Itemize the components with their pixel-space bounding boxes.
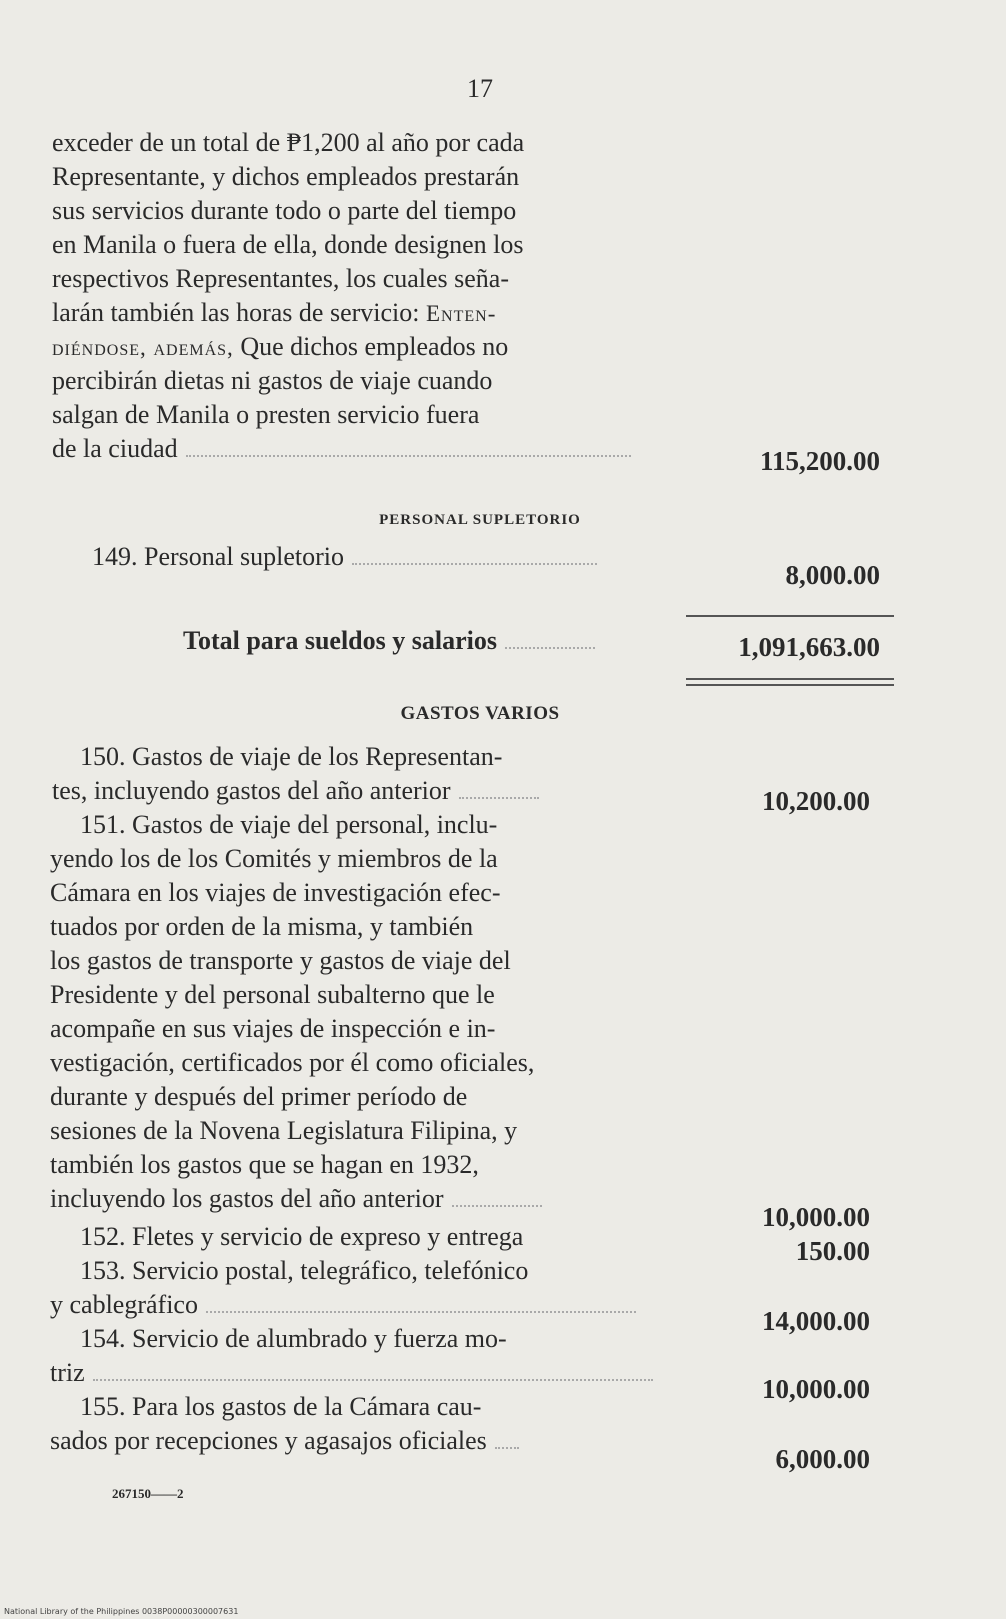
printer-code: 267150——2 xyxy=(112,1486,184,1501)
paragraph-line: Presidente y del personal subalterno que le xyxy=(50,980,495,1009)
paragraph-text: de la ciudad xyxy=(52,434,178,463)
item-text: triz xyxy=(50,1358,85,1387)
paragraph-line: en Manila o fuera de ella, donde designen los xyxy=(52,230,524,259)
paragraph-line: exceder de un total de ₱1,200 al año por cada xyxy=(52,128,525,157)
line-item xyxy=(92,542,597,572)
paragraph-line: 154. Servicio de alumbrado y fuerza mo- xyxy=(80,1324,507,1353)
amount-value: 6,000.00 xyxy=(775,1444,870,1474)
paragraph-line: respectivos Representantes, los cuales seña- xyxy=(52,264,510,293)
page-number: 17 xyxy=(467,74,493,103)
amount-value: 115,200.00 xyxy=(759,446,880,476)
paragraph-line: vestigación, certificados por él como oficiales, xyxy=(50,1048,535,1077)
total-line xyxy=(183,626,595,656)
paragraph-text: Que dichos empleados no xyxy=(233,332,509,361)
paragraph-line: sesiones de la Novena Legislatura Filipina, y xyxy=(50,1116,518,1145)
paragraph-line: tuados por orden de la misma, y también xyxy=(50,912,474,941)
paragraph-line: los gastos de transporte y gastos de viaje del xyxy=(50,946,511,975)
paragraph-line: 153. Servicio postal, telegráfico, telefónico xyxy=(80,1256,529,1285)
paragraph-line: 151. Gastos de viaje del personal, inclu- xyxy=(80,810,498,839)
paragraph-line: percibirán dietas ni gastos de viaje cuando xyxy=(52,366,493,395)
paragraph-line: 155. Para los gastos de la Cámara cau- xyxy=(80,1392,482,1421)
item-text: sados por recepciones y agasajos oficiales xyxy=(50,1426,487,1455)
item-text: tes, incluyendo gastos del año anterior xyxy=(52,776,451,805)
item-text: y cablegráfico xyxy=(50,1290,198,1319)
paragraph-line: acompañe en sus viajes de inspección e in- xyxy=(50,1014,496,1043)
small-caps-text: diéndose, además, xyxy=(52,335,234,360)
small-caps-text: Enten- xyxy=(425,301,497,326)
library-watermark: National Library of the Philippines 0038P00000300007631 xyxy=(4,1607,239,1616)
item-text: 149. Personal supletorio xyxy=(92,542,345,571)
double-rule-bottom xyxy=(686,684,894,686)
paragraph-line xyxy=(52,776,539,806)
paragraph-line: también los gastos que se hagan en 1932, xyxy=(50,1150,479,1179)
paragraph-line xyxy=(52,332,508,362)
paragraph-line: Representante, y dichos empleados prestarán xyxy=(52,162,520,191)
leader-dots xyxy=(93,1375,653,1381)
leader-dots xyxy=(206,1307,636,1313)
line-item: 152. Fletes y servicio de expreso y entrega xyxy=(80,1222,524,1251)
paragraph-line xyxy=(52,298,496,328)
paragraph-line: sus servicios durante todo o parte del tiempo xyxy=(52,196,517,225)
amount-value: 150.00 xyxy=(795,1236,870,1266)
total-label: Total para sueldos y salarios xyxy=(183,626,497,655)
leader-dots xyxy=(505,643,595,649)
amount-value: 14,000.00 xyxy=(762,1306,870,1336)
amount-value: 10,000.00 xyxy=(762,1374,870,1404)
paragraph-line xyxy=(50,1290,636,1320)
amount-value: 10,000.00 xyxy=(762,1202,870,1232)
sum-rule xyxy=(686,615,894,617)
amount-value: 10,200.00 xyxy=(762,786,870,816)
paragraph-line: 150. Gastos de viaje de los Representan- xyxy=(80,742,503,771)
section-heading: PERSONAL SUPLETORIO xyxy=(379,512,581,528)
item-text: incluyendo los gastos del año anterior xyxy=(50,1184,444,1213)
amount-value: 8,000.00 xyxy=(785,560,880,590)
paragraph-line xyxy=(50,1426,519,1456)
leader-dots xyxy=(452,1201,542,1207)
leader-dots xyxy=(459,793,539,799)
double-rule-top xyxy=(686,678,894,680)
paragraph-line xyxy=(50,1184,542,1214)
leader-dots xyxy=(186,451,631,457)
total-amount: 1,091,663.00 xyxy=(738,632,880,662)
paragraph-line xyxy=(50,1358,653,1388)
paragraph-line: Cámara en los viajes de investigación efec- xyxy=(50,878,501,907)
paragraph-line xyxy=(52,434,631,464)
leader-dots xyxy=(495,1443,519,1449)
leader-dots xyxy=(352,559,597,565)
paragraph-line: salgan de Manila o presten servicio fuera xyxy=(52,400,480,429)
paragraph-text: larán también las horas de servicio: xyxy=(52,298,426,327)
section-heading: GASTOS VARIOS xyxy=(400,703,560,724)
paragraph-line: yendo los de los Comités y miembros de la xyxy=(50,844,498,873)
paragraph-line: durante y después del primer período de xyxy=(50,1082,468,1111)
